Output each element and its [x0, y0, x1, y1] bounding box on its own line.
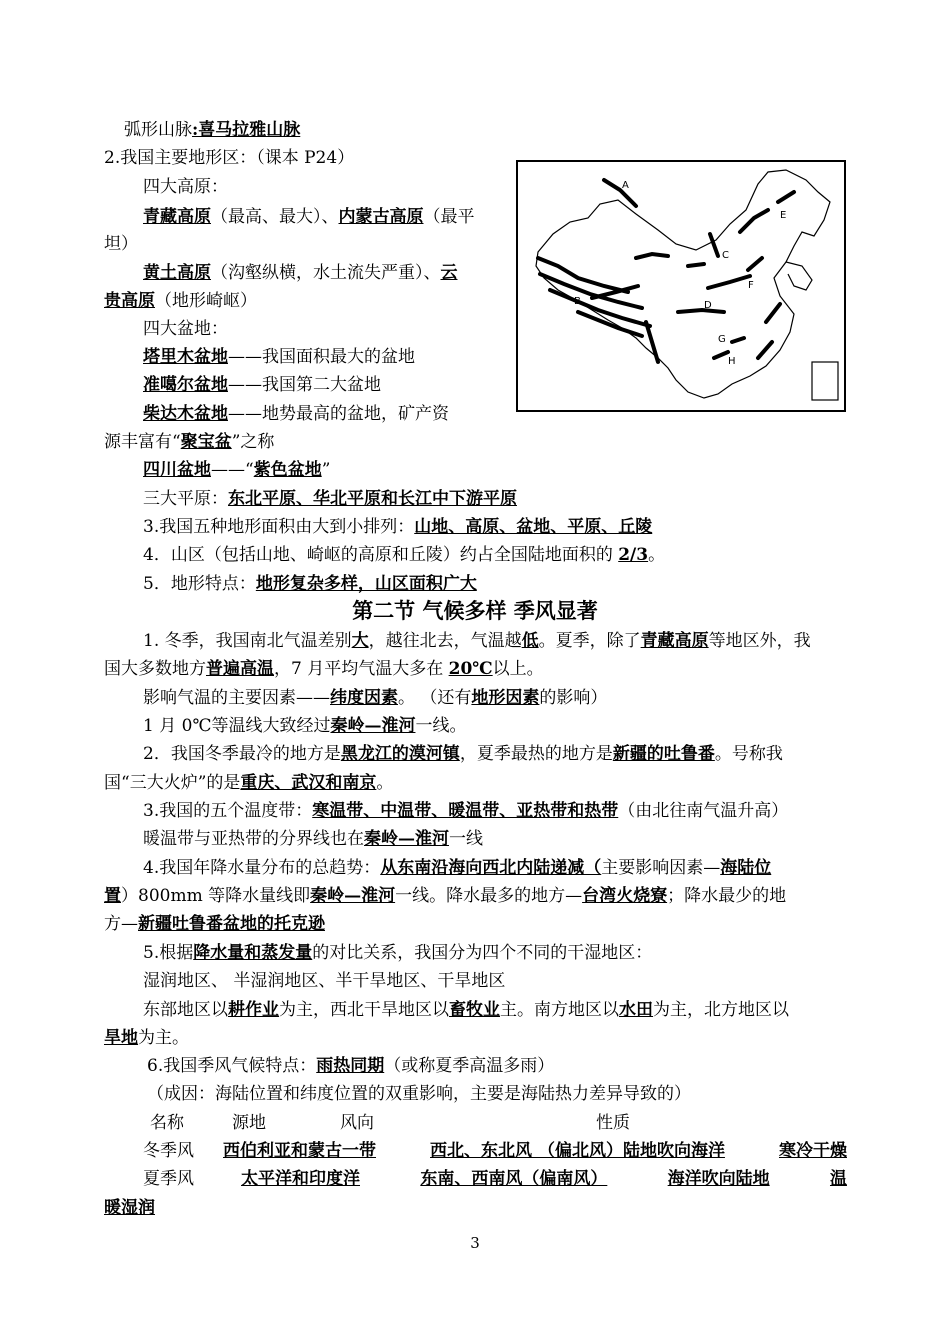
- line-precip-800: 置）800mm 等降水量线即秦岭—淮河一线。降水最多的地方—台湾火烧寮；降水最少的地: [104, 886, 787, 906]
- map-label-g: G: [718, 334, 726, 345]
- line-extremes: 2．我国冬季最冷的地方是黑龙江的漠河镇，夏季最热的地方是新疆的吐鲁番。号称我: [143, 744, 783, 764]
- line-temp-zones: 3.我国的五个温度带：寒温带、中温带、暖温带、亚热带和热带（由北往南气温升高）: [143, 801, 789, 821]
- table-header-direction: 风向: [340, 1113, 374, 1133]
- line-zone-boundary: 暖温带与亚热带的分界线也在秦岭—淮河一线: [143, 829, 483, 849]
- summer-monsoon-row: [241, 1166, 847, 1192]
- line-basin-qaidam-b: 源丰富有“聚宝盆”之称: [104, 432, 275, 452]
- line-plateaus-1: 青藏高原（最高、最大）、内蒙古高原（最平: [143, 207, 475, 227]
- line-temp-factor: 影响气温的主要因素——纬度因素。 （还有地形因素的影响）: [143, 688, 608, 708]
- map-label-e: E: [780, 210, 787, 221]
- summer-monsoon-direction: 东南、西南风（偏南风）: [420, 1169, 608, 1189]
- line-agriculture: 东部地区以耕作业为主，西北干旱地区以畜牧业主。南方地区以水田为主，北方地区以: [143, 1000, 789, 1020]
- page-number: 3: [470, 1234, 480, 1252]
- line-basin-tarim: 塔里木盆地——我国面积最大的盆地: [143, 347, 415, 367]
- line-arc-mountains: 弧形山脉:喜马拉雅山脉: [124, 120, 301, 140]
- line-basins-heading: 四大盆地：: [143, 319, 228, 339]
- line-mountain-area: 4．山区（包括山地、崎岖的高原和丘陵）约占全国陆地面积的 2/3。: [143, 545, 666, 565]
- map-label-f: F: [748, 280, 754, 291]
- line-precip-least: 方—新疆吐鲁番盆地的托克逊: [104, 914, 325, 934]
- line-basin-junggar: 准噶尔盆地——我国第二大盆地: [143, 375, 381, 395]
- china-terrain-map: [516, 160, 846, 412]
- summer-monsoon-name: 夏季风: [143, 1169, 194, 1189]
- winter-monsoon-name: 冬季风: [143, 1141, 194, 1161]
- summer-monsoon-motion: 海洋吹向陆地: [667, 1169, 770, 1189]
- line-plateaus-heading: 四大高原：: [143, 177, 228, 197]
- line-monsoon-feature: 6.我国季风气候特点：雨热同期（或称夏季高温多雨）: [147, 1056, 555, 1076]
- line-winter-temp: 1. 冬季，我国南北气温差别大，越往北去，气温越低。夏季，除了青藏高原等地区外，我: [143, 631, 811, 651]
- winter-monsoon-source: 西伯利亚和蒙古一带: [223, 1141, 376, 1161]
- line-monsoon-cause: （成因：海陆位置和纬度位置的双重影响，主要是海陆热力差异导致的）: [147, 1084, 691, 1104]
- map-label-d: D: [704, 300, 712, 311]
- line-plateaus-1b: 坦）: [104, 234, 138, 254]
- line-dry-wet-regions: 湿润地区、 半湿润地区、半干旱地区、干旱地区: [143, 971, 506, 991]
- map-label-c: C: [722, 250, 729, 261]
- winter-monsoon-row: [223, 1138, 847, 1164]
- map-label-b: B: [574, 296, 581, 307]
- line-terrain-order: 3.我国五种地形面积由大到小排列：山地、高原、盆地、平原、丘陵: [143, 517, 653, 537]
- table-header-name: 名称: [150, 1113, 184, 1133]
- line-basin-sichuan: 四川盆地——“紫色盆地”: [143, 460, 331, 480]
- line-plains: 三大平原：东北平原、华北平原和长江中下游平原: [143, 489, 517, 509]
- line-furnaces: 国“三大火炉”的是重庆、武汉和南京。: [104, 773, 394, 793]
- line-basin-qaidam: 柴达木盆地——地势最高的盆地，矿产资: [143, 404, 449, 424]
- line-terrain-feature: 5．地形特点：地形复杂多样，山区面积广大: [143, 574, 477, 594]
- winter-monsoon-direction: 西北、东北风 （偏北风）陆地吹向海洋: [430, 1141, 725, 1161]
- map-label-a: A: [622, 180, 629, 191]
- line-precip-trend: 4.我国年降水量分布的总趋势：从东南沿海向西北内陆递减（主要影响因素—海陆位: [143, 858, 772, 878]
- table-header-nature: 性质: [596, 1113, 630, 1133]
- line-summer-temp: 国大多数地方普遍高温，7 月平均气温大多在 20℃以上。: [104, 659, 544, 679]
- summer-monsoon-source: 太平洋和印度洋: [241, 1169, 360, 1189]
- line-plateaus-2: 黄土高原（沟壑纵横，水土流失严重）、云: [143, 263, 458, 283]
- winter-monsoon-nature: 寒冷干燥: [778, 1141, 847, 1161]
- summer-monsoon-nature-a: 温: [829, 1169, 847, 1189]
- map-label-h: H: [728, 356, 736, 367]
- summer-monsoon-nature-b: 暖湿润: [104, 1198, 155, 1218]
- section-title: 第二节 气候多样 季风显著: [352, 598, 598, 623]
- line-plateaus-2b: 贵高原（地形崎岖）: [104, 291, 257, 311]
- line-terrain-heading: 2.我国主要地形区：（课本 P24）: [104, 148, 355, 168]
- line-dry-wet: 5.根据降水量和蒸发量的对比关系，我国分为四个不同的干湿地区：: [143, 943, 653, 963]
- line-agriculture-b: 旱地为主。: [104, 1028, 189, 1048]
- line-isotherm: 1 月 0℃等温线大致经过秦岭—淮河一线。: [143, 716, 467, 736]
- table-header-source: 源地: [232, 1113, 266, 1133]
